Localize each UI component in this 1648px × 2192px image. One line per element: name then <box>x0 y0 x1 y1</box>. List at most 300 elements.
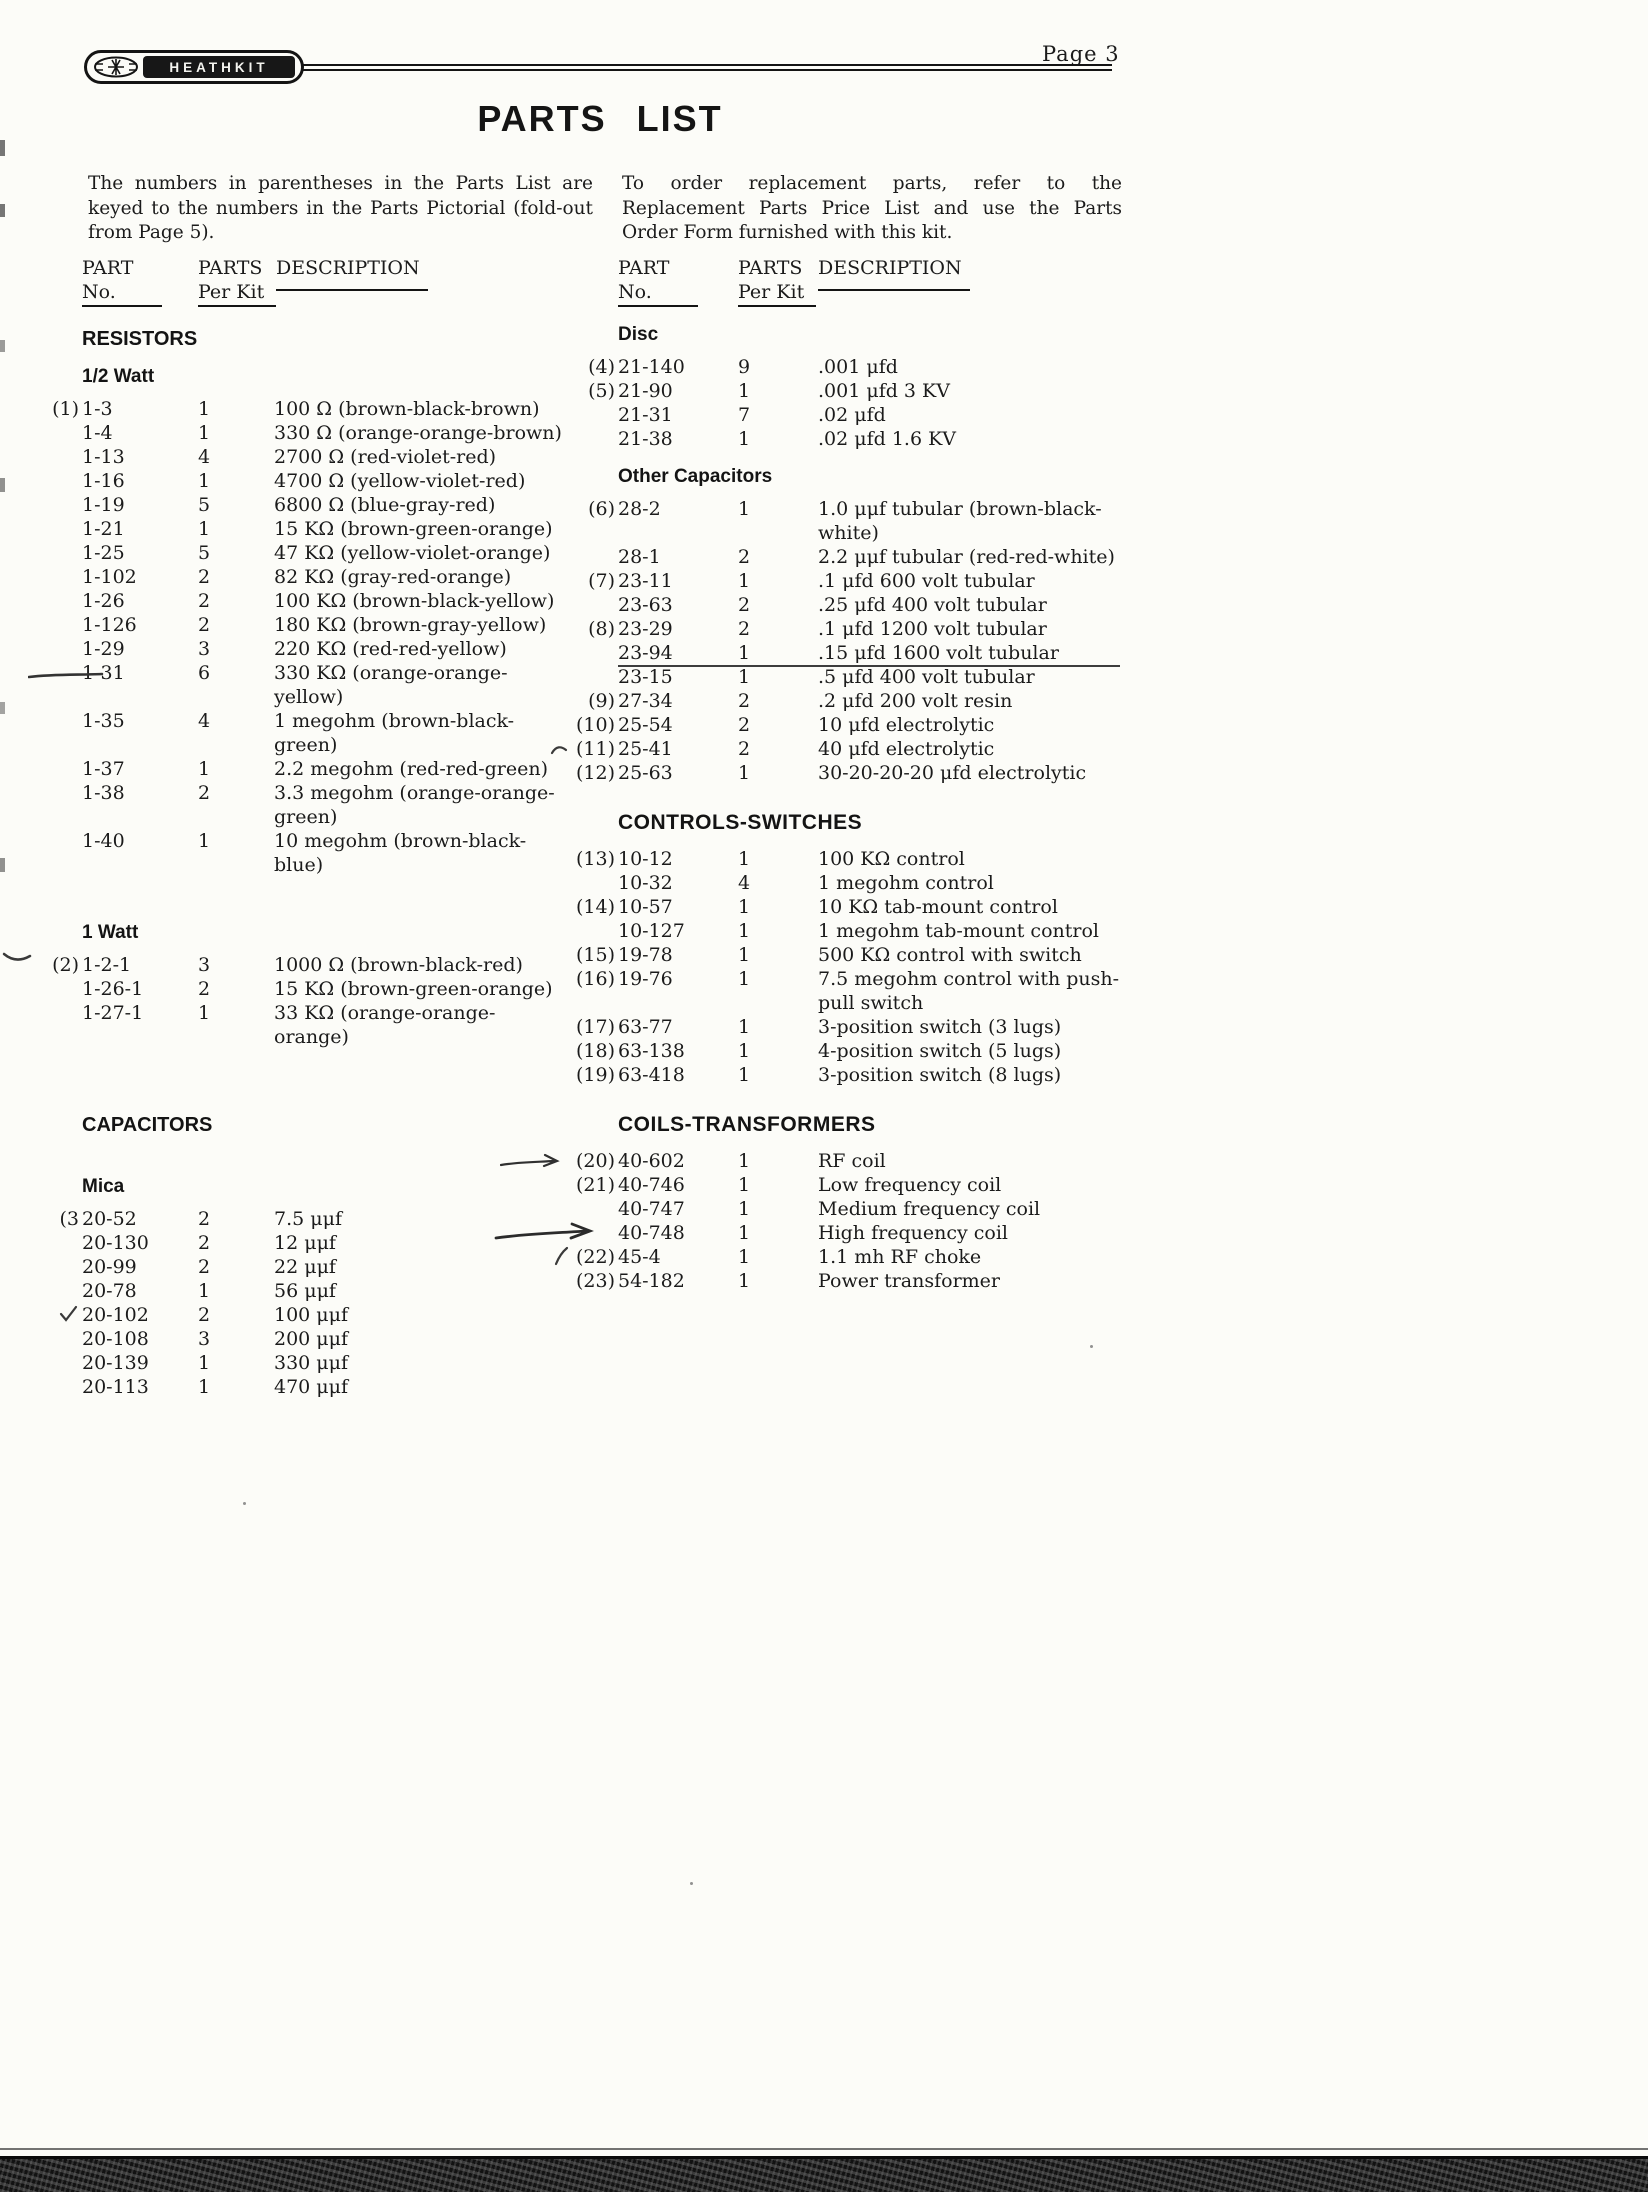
part-number: 1-37 <box>82 758 125 780</box>
parts-row <box>36 421 602 445</box>
parts-row <box>568 593 1120 617</box>
parts-row <box>568 967 1120 1015</box>
parts-per-kit: 1 <box>738 968 751 990</box>
parts-column-right <box>568 256 1120 1293</box>
part-number: 40-748 <box>618 1222 685 1244</box>
part-description: 330 μμf <box>274 1352 349 1374</box>
parts-row <box>568 569 1120 593</box>
pictorial-ref: (20) <box>575 1150 615 1172</box>
parts-row <box>36 1375 602 1399</box>
parts-row <box>568 847 1120 871</box>
part-description: 15 KΩ (brown-green-orange) <box>274 978 553 1000</box>
parts-row <box>36 953 602 977</box>
parts-per-kit: 4 <box>198 446 211 468</box>
part-description: .2 μfd 200 volt resin <box>818 690 1013 712</box>
part-number: 1-102 <box>82 566 137 588</box>
part-description: .02 μfd 1.6 KV <box>818 428 957 450</box>
table-header-part <box>82 256 192 307</box>
table-header-qty <box>718 256 818 307</box>
parts-row <box>568 1245 1120 1269</box>
parts-per-kit: 9 <box>738 356 751 378</box>
scan-artifact <box>1090 1345 1093 1348</box>
parts-row <box>568 1269 1120 1293</box>
part-number: 40-747 <box>618 1198 685 1220</box>
part-number: 28-2 <box>618 498 661 520</box>
parts-per-kit: 3 <box>198 1328 211 1350</box>
part-number: 25-63 <box>618 762 673 784</box>
parts-per-kit: 2 <box>198 1232 211 1254</box>
subsection-heading: Other Capacitors <box>618 466 773 487</box>
parts-row <box>36 541 602 565</box>
pictorial-ref: (23) <box>575 1270 615 1292</box>
parts-per-kit: 1 <box>718 641 818 667</box>
part-number: 1-25 <box>82 542 125 564</box>
intro-paragraph-left: The numbers in parentheses in the Parts List are keyed to the numbers in the Parts Pictorial (fold-out from Page 5). <box>88 173 593 243</box>
parts-row <box>36 1279 602 1303</box>
table-header-description <box>818 256 1120 291</box>
part-number: 1-126 <box>82 614 137 636</box>
part-number: 20-108 <box>82 1328 149 1350</box>
handwritten-mark-icon <box>2 950 32 970</box>
parts-per-kit: 1 <box>738 1150 751 1172</box>
parts-per-kit: 1 <box>738 944 751 966</box>
part-number: 45-4 <box>618 1246 661 1268</box>
parts-per-kit: 1 <box>738 1198 751 1220</box>
parts-row <box>568 1173 1120 1197</box>
scan-artifact <box>0 478 5 492</box>
table-header-qty <box>192 256 276 307</box>
part-number: 1-4 <box>82 422 113 444</box>
pictorial-ref: (13) <box>575 848 615 870</box>
part-number: 23-94 <box>618 641 718 667</box>
part-number: 1-26 <box>82 590 125 612</box>
part-number: 1-31 <box>82 662 125 684</box>
spacer <box>36 1147 602 1161</box>
part-number: 20-52 <box>82 1208 137 1230</box>
parts-row <box>36 613 602 637</box>
parts-row <box>568 895 1120 919</box>
part-number: 25-54 <box>618 714 673 736</box>
parts-per-kit: 1 <box>198 1376 211 1398</box>
per-kit-header-label: Per Kit <box>198 280 276 307</box>
description-header-underline <box>818 280 970 291</box>
part-number: 23-15 <box>618 666 673 688</box>
description-header-underline <box>276 280 428 291</box>
parts-per-kit: 3 <box>198 954 211 976</box>
pictorial-ref: (11) <box>575 738 615 760</box>
parts-row <box>568 689 1120 713</box>
pictorial-ref: (9) <box>588 690 615 712</box>
parts-row <box>36 1303 602 1327</box>
part-description: .001 μfd <box>818 356 898 378</box>
parts-per-kit: 2 <box>738 594 751 616</box>
parts-row <box>36 397 602 421</box>
parts-per-kit: 1 <box>738 920 751 942</box>
part-description: 4700 Ω (yellow-violet-red) <box>274 470 526 492</box>
part-number: 25-41 <box>618 738 673 760</box>
part-description: RF coil <box>818 1150 886 1172</box>
subsection-heading: 1/2 Watt <box>82 366 155 387</box>
pictorial-ref: (8) <box>588 618 615 640</box>
parts-row <box>36 1001 602 1049</box>
pictorial-ref: (22) <box>575 1246 615 1268</box>
scan-artifact <box>0 702 5 714</box>
part-description: 1000 Ω (brown-black-red) <box>274 954 523 976</box>
part-description: 330 KΩ (orange-orange-yellow) <box>274 662 508 708</box>
pictorial-ref: (16) <box>575 968 615 990</box>
parts-row <box>568 1039 1120 1063</box>
parts-per-kit: 1 <box>738 1270 751 1292</box>
subsection-heading: Mica <box>82 1176 125 1197</box>
part-description: High frequency coil <box>818 1222 1008 1244</box>
part-description: .02 μfd <box>818 404 886 426</box>
part-number: 10-32 <box>618 872 673 894</box>
description-header-label: DESCRIPTION <box>276 257 420 279</box>
parts-per-kit: 1 <box>738 666 751 688</box>
pictorial-ref: (5) <box>588 380 615 402</box>
part-number: 1-27-1 <box>82 1002 144 1024</box>
pictorial-ref: (18) <box>575 1040 615 1062</box>
parts-row <box>568 1015 1120 1039</box>
part-description: 1 megohm tab-mount control <box>818 920 1099 942</box>
part-description: 330 Ω (orange-orange-brown) <box>274 422 562 444</box>
parts-per-kit: 4 <box>198 710 211 732</box>
table-header-part <box>618 256 718 307</box>
part-description: 1 megohm (brown-black-green) <box>274 710 515 756</box>
scan-bottom-line <box>0 2148 1648 2151</box>
parts-per-kit: 1 <box>738 848 751 870</box>
parts-row <box>568 1197 1120 1221</box>
section-heading: COILS-TRANSFORMERS <box>618 1113 876 1136</box>
parts-per-kit: 2 <box>738 546 751 568</box>
part-description: 3-position switch (3 lugs) <box>818 1016 1062 1038</box>
parts-per-kit: 1 <box>198 1002 211 1024</box>
parts-row <box>568 545 1120 569</box>
part-number: 21-38 <box>618 428 673 450</box>
parts-row <box>568 497 1120 545</box>
parts-row <box>36 445 602 469</box>
parts-per-kit: 2 <box>198 614 211 636</box>
part-description: 82 KΩ (gray-red-orange) <box>274 566 512 588</box>
parts-per-kit: 1 <box>198 830 211 852</box>
description-header-label: DESCRIPTION <box>818 257 962 279</box>
part-description: 1 megohm control <box>818 872 994 894</box>
parts-row <box>568 665 1120 689</box>
parts-row <box>568 617 1120 641</box>
subsection-heading: 1 Watt <box>82 922 139 943</box>
scan-artifact <box>0 204 5 217</box>
table-header <box>36 256 602 307</box>
parts-row <box>568 1063 1120 1087</box>
part-description: .001 μfd 3 KV <box>818 380 950 402</box>
part-number: 23-63 <box>618 594 673 616</box>
parts-per-kit: 1 <box>738 1064 751 1086</box>
table-header-description <box>276 256 572 291</box>
part-description: 100 μμf <box>274 1304 349 1326</box>
part-header-label: PART <box>618 257 670 279</box>
parts-row <box>36 469 602 493</box>
part-number: 63-418 <box>618 1064 685 1086</box>
part-description: 3-position switch (8 lugs) <box>818 1064 1062 1086</box>
parts-per-kit: 1 <box>198 518 211 540</box>
pictorial-ref: (2) <box>52 954 79 976</box>
scan-artifact <box>0 140 5 156</box>
part-description: 4-position switch (5 lugs) <box>818 1040 1062 1062</box>
parts-row <box>36 781 602 829</box>
parts-per-kit: 3 <box>198 638 211 660</box>
part-number: 10-57 <box>618 896 673 918</box>
parts-row <box>568 919 1120 943</box>
parts-row <box>36 637 602 661</box>
parts-per-kit: 1 <box>198 758 211 780</box>
parts-row <box>36 829 602 877</box>
parts-per-kit: 5 <box>198 542 211 564</box>
part-description: .1 μfd 1200 volt tubular <box>818 618 1047 640</box>
parts-row <box>568 427 1120 451</box>
part-number: 40-746 <box>618 1174 685 1196</box>
parts-per-kit: 1 <box>198 1280 211 1302</box>
part-number: 20-139 <box>82 1352 149 1374</box>
part-description: 100 KΩ (brown-black-yellow) <box>274 590 555 612</box>
part-no-header-label: No. <box>82 280 162 307</box>
parts-row <box>36 709 602 757</box>
parts-per-kit: 2 <box>738 714 751 736</box>
part-number: 1-38 <box>82 782 125 804</box>
part-description: 56 μμf <box>274 1280 336 1302</box>
part-description: 1.0 μμf tubular (brown-black-white) <box>818 498 1102 544</box>
part-description: 470 μμf <box>274 1376 349 1398</box>
part-description: 10 μfd electrolytic <box>818 714 995 736</box>
page-title: PARTS LIST <box>477 98 723 139</box>
part-description: 500 KΩ control with switch <box>818 944 1082 966</box>
pictorial-ref: (4) <box>588 356 615 378</box>
part-description: 40 μfd electrolytic <box>818 738 995 760</box>
parts-row <box>36 1207 602 1231</box>
scan-artifact <box>0 340 5 352</box>
parts-row <box>36 517 602 541</box>
parts-per-kit: 1 <box>738 498 751 520</box>
part-number: 1-29 <box>82 638 125 660</box>
scan-artifact <box>0 858 5 872</box>
parts-per-kit: 2 <box>198 1208 211 1230</box>
part-number: 20-130 <box>82 1232 149 1254</box>
scan-artifact <box>690 1882 693 1885</box>
part-number: 20-102 <box>82 1304 149 1326</box>
part-number: 28-1 <box>618 546 661 568</box>
parts-per-kit: 2 <box>738 690 751 712</box>
part-description: 3.3 megohm (orange-orange-green) <box>274 782 555 828</box>
part-number: 54-182 <box>618 1270 685 1292</box>
parts-row <box>36 493 602 517</box>
part-number: 21-90 <box>618 380 673 402</box>
pictorial-ref: (1) <box>52 398 79 420</box>
part-description: Power transformer <box>818 1270 1001 1292</box>
part-number: 1-35 <box>82 710 125 732</box>
section-heading: CONTROLS-SWITCHES <box>618 811 863 834</box>
parts-per-kit: 1 <box>738 380 751 402</box>
parts-row <box>36 1351 602 1375</box>
parts-row <box>568 871 1120 895</box>
parts-row <box>568 737 1120 761</box>
parts-row <box>36 589 602 613</box>
pictorial-ref: (7) <box>588 570 615 592</box>
parts-per-kit: 1 <box>198 1352 211 1374</box>
heathkit-logo <box>84 50 304 84</box>
parts-per-kit: 1 <box>738 1222 751 1244</box>
page-number: Page 3 <box>1042 42 1120 66</box>
part-description: 220 KΩ (red-red-yellow) <box>274 638 507 660</box>
part-number: 63-77 <box>618 1016 673 1038</box>
part-number: 20-113 <box>82 1376 149 1398</box>
parts-per-kit: 1 <box>198 398 211 420</box>
part-number: 19-78 <box>618 944 673 966</box>
spacer <box>36 1049 602 1093</box>
part-description: 1.1 mh RF choke <box>818 1246 982 1268</box>
parts-per-kit: 1 <box>738 570 751 592</box>
header-rule <box>298 64 1112 71</box>
part-number: 23-11 <box>618 570 673 592</box>
pictorial-ref: (19) <box>575 1064 615 1086</box>
parts-per-kit: 2 <box>198 1256 211 1278</box>
part-number: 21-31 <box>618 404 673 426</box>
part-description: .5 μfd 400 volt tubular <box>818 666 1035 688</box>
parts-column-left <box>36 256 602 1399</box>
parts-per-kit: 7 <box>738 404 751 426</box>
parts-per-kit: 1 <box>738 1016 751 1038</box>
parts-row <box>568 1149 1120 1173</box>
heathkit-logo-text: HEATHKIT <box>143 56 295 78</box>
part-description: 10 KΩ tab-mount control <box>818 896 1058 918</box>
part-number: 10-127 <box>618 920 685 942</box>
part-description: 2.2 μμf tubular (red-red-white) <box>818 546 1115 568</box>
parts-row <box>36 1231 602 1255</box>
part-number: 21-140 <box>618 356 685 378</box>
parts-per-kit: 1 <box>198 470 211 492</box>
part-description: 180 KΩ (brown-gray-yellow) <box>274 614 547 636</box>
pictorial-ref: (12) <box>575 762 615 784</box>
scan-artifact <box>243 1502 246 1505</box>
parts-per-kit: 5 <box>198 494 211 516</box>
parts-per-kit: 1 <box>738 1174 751 1196</box>
parts-per-kit: 6 <box>198 662 211 684</box>
part-description: .15 μfd 1600 volt tubular <box>818 641 1120 667</box>
parts-row <box>36 1327 602 1351</box>
pictorial-ref: (17) <box>575 1016 615 1038</box>
part-description: 2700 Ω (red-violet-red) <box>274 446 497 468</box>
part-description: Low frequency coil <box>818 1174 1002 1196</box>
parts-row <box>36 977 602 1001</box>
section-heading: RESISTORS <box>82 328 198 350</box>
part-description: 2.2 megohm (red-red-green) <box>274 758 549 780</box>
part-number: 40-602 <box>618 1150 685 1172</box>
part-description: 7.5 μμf <box>274 1208 342 1230</box>
parts-row <box>36 565 602 589</box>
parts-row <box>568 355 1120 379</box>
parts-per-kit: 2 <box>198 978 211 1000</box>
per-kit-header-label: Per Kit <box>738 280 816 307</box>
part-number: 1-21 <box>82 518 125 540</box>
parts-row <box>36 757 602 781</box>
parts-row <box>36 661 602 709</box>
pictorial-ref: (3 <box>59 1208 79 1230</box>
parts-row <box>36 1255 602 1279</box>
part-number: 19-76 <box>618 968 673 990</box>
part-number: 1-19 <box>82 494 125 516</box>
part-number: 1-26-1 <box>82 978 144 1000</box>
part-description: Medium frequency coil <box>818 1198 1041 1220</box>
part-number: 20-78 <box>82 1280 137 1302</box>
part-header-label: PART <box>82 257 134 279</box>
pictorial-ref: (14) <box>575 896 615 918</box>
part-number: 63-138 <box>618 1040 685 1062</box>
parts-per-kit: 1 <box>198 422 211 444</box>
parts-row <box>568 943 1120 967</box>
parts-per-kit: 2 <box>198 782 211 804</box>
part-description: 10 megohm (brown-black-blue) <box>274 830 527 876</box>
part-number: 10-12 <box>618 848 673 870</box>
part-description: 12 μμf <box>274 1232 336 1254</box>
intro-paragraph-right: To order replacement parts, refer to the Replacement Parts Price List and use the Parts Order Form furnished with this kit. <box>622 173 1122 243</box>
part-description: 47 KΩ (yellow-violet-orange) <box>274 542 551 564</box>
table-header <box>568 256 1120 307</box>
heathkit-emblem-icon <box>93 56 139 78</box>
part-number: 1-40 <box>82 830 125 852</box>
subsection-heading: Disc <box>618 324 659 345</box>
scan-bottom-edge <box>0 2156 1648 2192</box>
parts-row <box>568 403 1120 427</box>
parts-row <box>568 1221 1120 1245</box>
part-description: 6800 Ω (blue-gray-red) <box>274 494 496 516</box>
parts-per-kit: 2 <box>198 1304 211 1326</box>
part-number: 1-3 <box>82 398 113 420</box>
parts-row <box>568 641 1120 665</box>
part-description: .1 μfd 600 volt tubular <box>818 570 1035 592</box>
parts-per-kit: 2 <box>198 590 211 612</box>
part-description: 100 Ω (brown-black-brown) <box>274 398 540 420</box>
parts-per-kit: 2 <box>738 618 751 640</box>
parts-per-kit: 1 <box>738 896 751 918</box>
pictorial-ref: (21) <box>575 1174 615 1196</box>
part-description: 100 KΩ control <box>818 848 965 870</box>
parts-per-kit: 2 <box>738 738 751 760</box>
parts-per-kit: 1 <box>738 762 751 784</box>
part-description: 30-20-20-20 μfd electrolytic <box>818 762 1087 784</box>
part-number: 23-29 <box>618 618 673 640</box>
parts-per-kit: 1 <box>738 1246 751 1268</box>
part-number: 20-99 <box>82 1256 137 1278</box>
part-number: 1-13 <box>82 446 125 468</box>
spacer <box>36 877 602 907</box>
section-heading: CAPACITORS <box>82 1114 213 1136</box>
part-description: 15 KΩ (brown-green-orange) <box>274 518 553 540</box>
parts-row <box>568 379 1120 403</box>
handwritten-check-icon <box>58 1304 78 1323</box>
pictorial-ref: (6) <box>588 498 615 520</box>
part-no-header-label: No. <box>618 280 698 307</box>
parts-row <box>568 713 1120 737</box>
part-description: 200 μμf <box>274 1328 349 1350</box>
parts-per-kit: 1 <box>738 1040 751 1062</box>
part-number: 1-2-1 <box>82 954 132 976</box>
pictorial-ref: (15) <box>575 944 615 966</box>
parts-header-label: PARTS <box>198 257 263 279</box>
parts-header-label: PARTS <box>738 257 803 279</box>
part-number: 1-16 <box>82 470 125 492</box>
part-description: .25 μfd 400 volt tubular <box>818 594 1047 616</box>
part-description: 22 μμf <box>274 1256 336 1278</box>
pictorial-ref: (10) <box>575 714 615 736</box>
parts-per-kit: 4 <box>738 872 751 894</box>
